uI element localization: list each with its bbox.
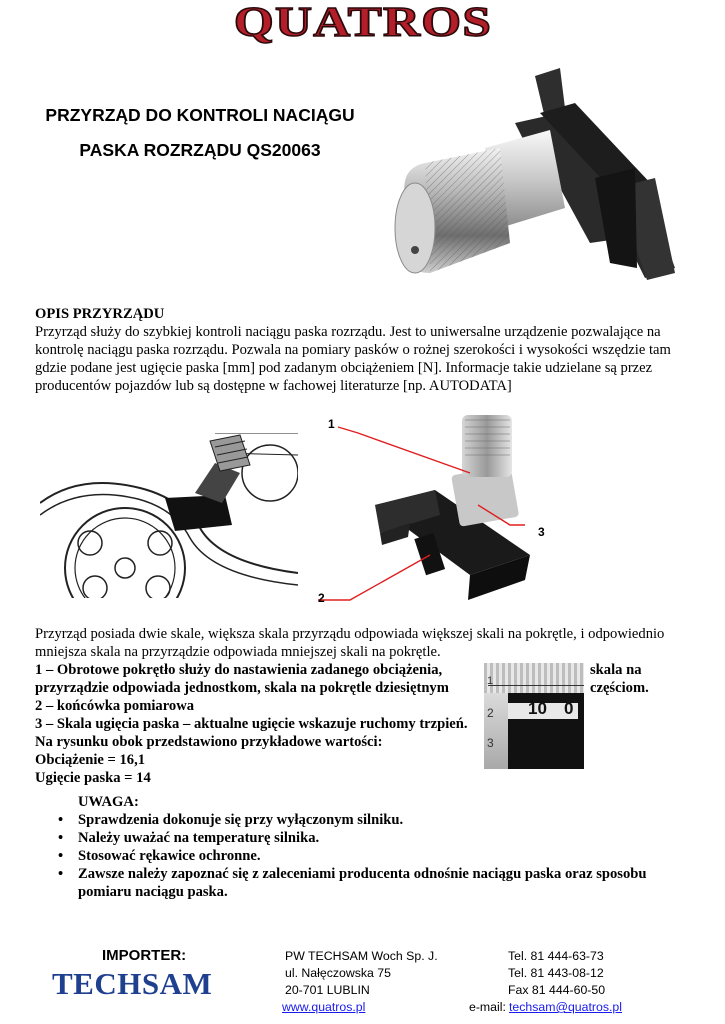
gauge-callout-photo	[300, 415, 560, 610]
warning-item	[58, 865, 658, 883]
scales-line-2: mniejsza skala na przyrządzie odpowiada mniejszej skali na pokrętle.	[35, 644, 441, 660]
bullet: •	[58, 848, 64, 864]
warning-text: Zawsze należy zapoznać się z zaleceniami producenta odnośnie naciągu paska oraz sposobu	[78, 866, 647, 882]
item-1c: skala na	[590, 662, 642, 678]
warning-list	[58, 811, 658, 901]
page-title-line1: PRZYRZĄD DO KONTROLI NACIĄGU	[45, 105, 355, 125]
load-value: Obciążenie = 16,1	[35, 752, 146, 768]
callout-2: 2	[318, 591, 325, 605]
warning-item	[58, 847, 658, 865]
bullet: •	[58, 830, 64, 846]
description-line-1: Przyrząd służy do szybkiej kontroli naciągu paska rozrządu. Jest to uniwersalne urządzenie pozwalające na	[35, 324, 661, 340]
deflection-value: Ugięcie paska = 14	[35, 770, 151, 786]
website-link[interactable]: www.quatros.pl	[282, 1000, 366, 1014]
company-street: ul. Nałęczowska 75	[285, 966, 391, 980]
phone-1: Tel. 81 444-63-73	[508, 949, 604, 963]
email-label: e-mail:	[469, 1000, 506, 1014]
fax: Fax 81 444-60-50	[508, 983, 606, 997]
email-link[interactable]: techsam@quatros.pl	[509, 1000, 622, 1014]
scale-closeup-photo	[484, 663, 584, 769]
scale-mark-3: 3	[487, 736, 494, 750]
techsam-logo: TECHSAM	[52, 966, 213, 1001]
description-line-4: producentów pojazdów lub są dostępne w fachowej literaturze [np. AUTODATA]	[35, 378, 512, 394]
warning-item-continuation	[58, 883, 658, 901]
description-line-3: gdzie podane jest ugięcie paska [mm] pod zadanym obciążeniem [N]. Informacje takie udzielane są przez	[35, 360, 653, 376]
warning-item	[58, 829, 658, 847]
warning-text: Sprawdzenia dokonuje się przy wyłączonym silniku.	[78, 812, 404, 828]
item-1b: przyrządzie odpowiada jednostkom, skala na pokrętle dziesiętnym	[35, 680, 449, 696]
page-title-line2: PASKA ROZRZĄDU QS20063	[79, 140, 321, 160]
description-line-2: kontrolę naciągu paska rozrządu. Pozwala na pomiary pasków o rożnej szerokości i wysokości wszędzie tam	[35, 342, 671, 358]
quatros-logo	[188, 2, 538, 44]
company-city: 20-701 LUBLIN	[285, 983, 370, 997]
item-1a: 1 – Obrotowe pokrętło służy do nastawienia zadanego obciążenia,	[35, 662, 443, 678]
callout-1: 1	[328, 417, 335, 431]
scale-value-0: 0	[564, 699, 574, 718]
engine-drawing	[40, 433, 298, 598]
bullet: •	[58, 812, 64, 828]
warning-text: Należy uważać na temperaturę silnika.	[78, 830, 320, 846]
item-3: 3 – Skala ugięcia paska – aktualne ugięcie wskazuje ruchomy trzpień.	[35, 716, 468, 732]
item-2: 2 – końcówka pomiarowa	[35, 698, 195, 714]
scale-mark-2: 2	[487, 706, 494, 720]
scale-mark-1: 1	[487, 675, 494, 687]
importer-label: IMPORTER:	[102, 947, 187, 964]
warning-item	[58, 811, 658, 829]
description-heading: OPIS PRZYRZĄDU	[35, 306, 165, 322]
warning-text: pomiaru naciągu paska.	[78, 884, 228, 900]
example-heading: Na rysunku obok przedstawiono przykładowe wartości:	[35, 734, 383, 750]
scale-value-10: 10	[528, 699, 547, 718]
callout-3: 3	[538, 525, 545, 539]
tension-gauge-photo	[385, 68, 685, 293]
bullet: •	[58, 866, 64, 882]
company-name: PW TECHSAM Woch Sp. J.	[285, 949, 438, 963]
warning-text: Stosować rękawice ochronne.	[78, 848, 261, 864]
phone-2: Tel. 81 443-08-12	[508, 966, 604, 980]
scales-line-1: Przyrząd posiada dwie skale, większa skala przyrządu odpowiada większej skali na pokrętle, i odpowiednio	[35, 626, 665, 642]
item-1d: częściom.	[590, 680, 649, 696]
logo-text: QUATROS	[233, 0, 493, 46]
warning-heading: UWAGA:	[78, 794, 139, 810]
